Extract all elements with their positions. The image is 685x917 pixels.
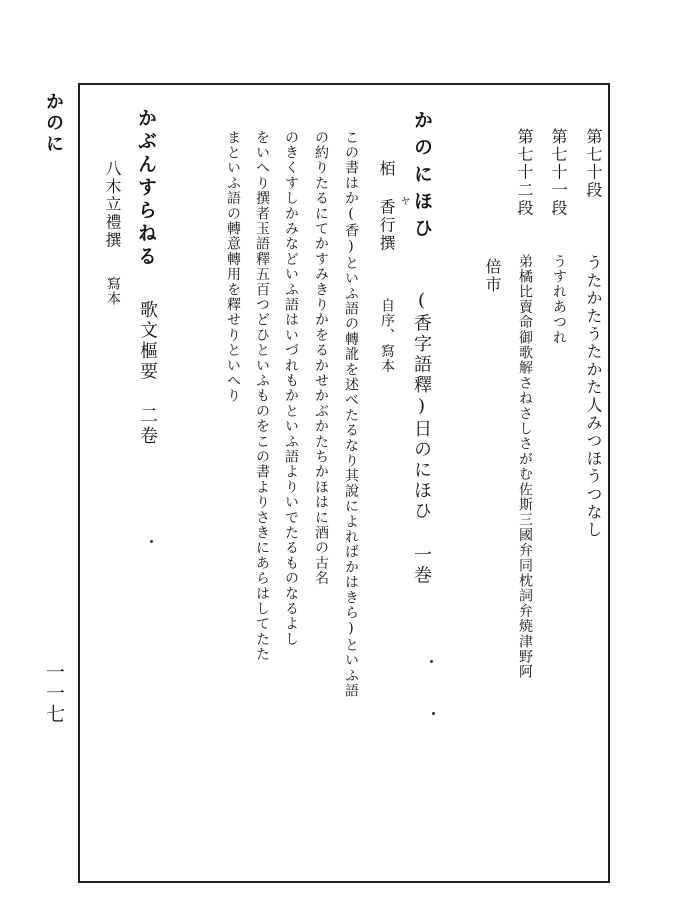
entry-text-70: うたかたうたかた人みつほうつなし	[584, 254, 603, 539]
kabunsuraneru-note: 寫本	[105, 276, 121, 307]
faint-mark	[150, 540, 153, 543]
faint-mark	[430, 660, 433, 663]
faint-mark	[432, 712, 435, 715]
kanonihohi-body-line-1: この書はか(香)といふ語の轉訛を述べたるなり其說によればかはきら)といふ語	[343, 130, 359, 699]
kanonihohi-body-line-2: の約りたるにてかすみきりかをるかせかぶかたちかほはに酒の古名	[313, 130, 329, 586]
kabunsuraneru-subtitle: 歌文樞要 二卷	[137, 300, 158, 447]
kanonihohi-body-line-4: をいへり撰者玉語釋五百つどひといふものをこの書よりさきにあらはしてたた	[254, 130, 270, 662]
running-head: かのに	[43, 92, 64, 155]
entry-text-71: うすれあつれ	[551, 254, 567, 346]
kanonihohi-body-line-3: のきくすしかみなどいふ語はいづれもかといふ語よりいでたるものなるよし	[283, 130, 299, 647]
entry-label-70: 第七十段	[584, 128, 603, 200]
kanonihohi-note: 自序、寫本	[379, 298, 395, 374]
kanonihohi-ruby: ヤ	[398, 196, 409, 208]
entry-text-72: 弟橘比賣命御歌解さねさしさがむ佐斯三國弁同枕詞弁焼津野阿	[517, 254, 533, 680]
kanonihohi-body-line-5: まといふ語の轉意轉用を釋せりといへり	[225, 130, 241, 404]
kanonihohi-subtitle: (香字語釋)日のにほひ 一巻	[411, 290, 432, 586]
entry-label-72: 第七十二段	[515, 128, 534, 217]
kanonihohi-author: 栢 香行撰	[377, 160, 396, 252]
entry-text-72-cont: 倍市	[483, 258, 502, 294]
kabunsuraneru-author: 八木立禮撰	[103, 160, 122, 249]
entry-label-71: 第七十一段	[549, 128, 568, 217]
kabunsuraneru-title: かぶんすらねる	[135, 108, 157, 269]
page-number: 一一七	[43, 662, 65, 725]
kanonihohi-title: かのにほひ	[411, 110, 433, 245]
